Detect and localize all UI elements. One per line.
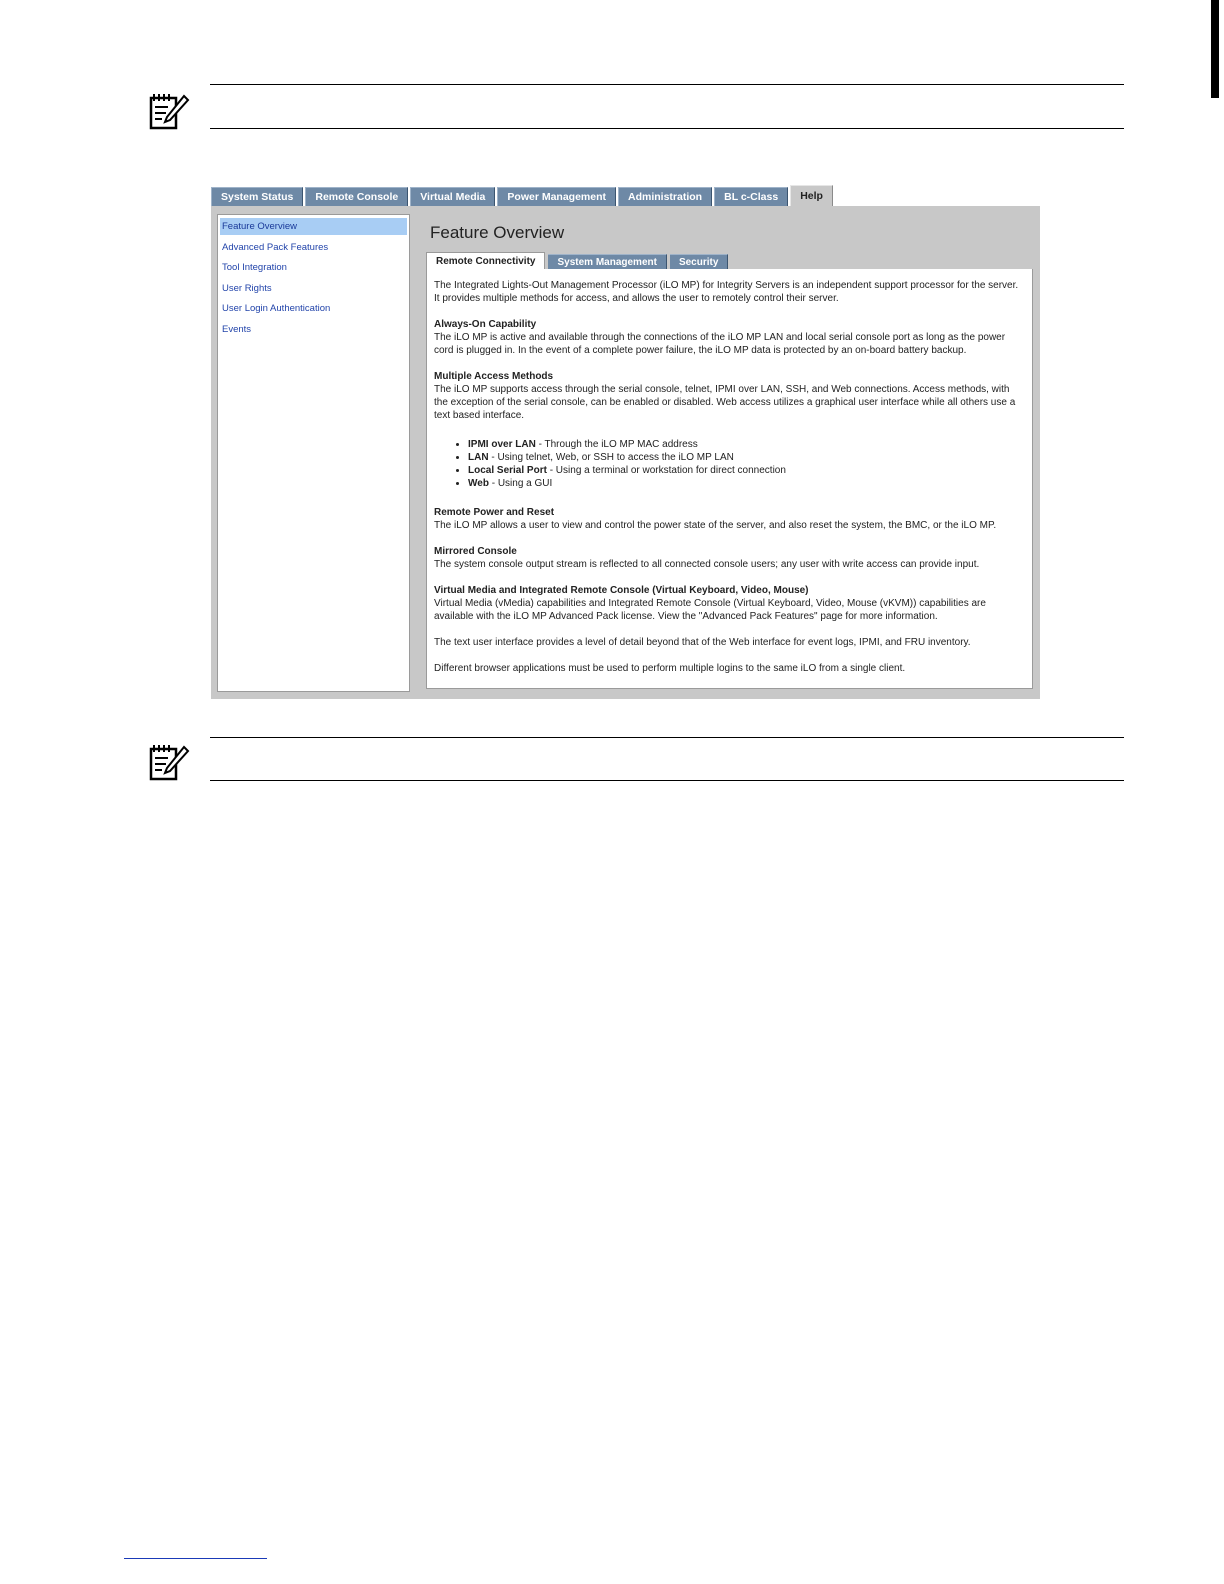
section-heading: Virtual Media and Integrated Remote Console (Virtual Keyboard, Video, Mouse)	[434, 585, 809, 596]
bullet-term: IPMI over LAN	[468, 439, 536, 450]
bullet-term: Web	[468, 478, 489, 489]
tab-help[interactable]: Help	[790, 185, 833, 206]
ilo-help-screenshot	[211, 185, 1040, 699]
power-reset-section	[434, 506, 1024, 532]
bullet-desc: - Through the iLO MP MAC address	[535, 439, 698, 450]
bullet-desc: - Using a terminal or workstation for direct connection	[546, 465, 786, 476]
note-top-rule	[210, 737, 1124, 738]
tab-bl-c-class[interactable]: BL c-Class	[714, 187, 788, 206]
mirrored-console-section	[434, 545, 1024, 571]
always-on-section	[434, 318, 1024, 357]
section-heading: Always-On Capability	[434, 319, 537, 330]
bullet-desc: - Using a GUI	[488, 478, 553, 489]
bullet-desc: - Using telnet, Web, or SSH to access the iLO MP LAN	[488, 452, 734, 463]
page-edge-bar	[1211, 0, 1219, 98]
tab-remote-connectivity[interactable]: Remote Connectivity	[426, 252, 545, 270]
list-item	[468, 464, 1024, 477]
sidebar-item-advanced-pack-features[interactable]: Advanced Pack Features	[222, 241, 329, 253]
section-text: The system console output stream is reflected to all connected console users; any user with write access can provide input.	[434, 559, 980, 570]
note-bottom-rule	[210, 128, 1124, 129]
help-content	[427, 269, 1032, 675]
content-box	[426, 269, 1033, 689]
main-panel	[421, 206, 1040, 699]
list-item	[468, 438, 1024, 451]
tab-system-status[interactable]: System Status	[211, 187, 303, 206]
footnote-rule	[124, 1558, 267, 1559]
section-heading: Mirrored Console	[434, 546, 517, 557]
page-title: Feature Overview	[430, 223, 565, 242]
sidebar-item-user-login-authentication[interactable]: User Login Authentication	[222, 303, 331, 314]
tab-security[interactable]: Security	[670, 254, 728, 270]
top-tab-bar	[211, 185, 835, 206]
sidebar-item-tool-integration[interactable]: Tool Integration	[222, 262, 287, 273]
bullet-term: Local Serial Port	[468, 465, 547, 476]
bullet-term: LAN	[468, 452, 489, 463]
list-item	[468, 451, 1024, 464]
list-item	[468, 477, 1024, 490]
tab-remote-console[interactable]: Remote Console	[305, 187, 408, 206]
tab-system-management[interactable]: System Management	[548, 254, 666, 270]
sidebar-item-events[interactable]: Events	[222, 323, 252, 335]
tab-virtual-media[interactable]: Virtual Media	[410, 187, 495, 206]
help-sidebar	[217, 214, 410, 692]
sidebar-item-feature-overview[interactable]: Feature Overview	[220, 218, 407, 235]
virtual-media-section	[434, 584, 1024, 623]
tab-administration[interactable]: Administration	[618, 187, 712, 206]
section-text: The iLO MP allows a user to view and control the power state of the server, and also reset the system, the BMC, or the iLO MP.	[434, 520, 997, 531]
sub-tab-bar	[426, 252, 731, 269]
note-top-rule	[210, 84, 1124, 85]
section-text: The iLO MP is active and available through the connections of the iLO MP LAN and local serial console port as long as the power cord is plugged in. In the event of a complete power failure, the iLO MP data is protected by an on-board battery backup.	[434, 332, 1006, 356]
section-text: Virtual Media (vMedia) capabilities and Integrated Remote Console (Virtual Keyboard, Video, Mouse (vKVM)) capabilities are available with the iLO MP Advanced Pack license. View the "Advanced Pack Features" page for more information.	[434, 598, 986, 622]
section-text: The iLO MP supports access through the serial console, telnet, IPMI over LAN, SSH, and Web connections. Access methods, with the exception of the serial console, can be enabled or disabled. Web access utilizes a graphical user interface while all others use a text based interface.	[434, 384, 1016, 421]
tab-body	[211, 206, 1040, 699]
access-methods-list	[434, 438, 1024, 490]
note-pencil-icon	[148, 743, 190, 783]
sidebar-item-user-rights[interactable]: User Rights	[222, 282, 272, 294]
section-heading: Remote Power and Reset	[434, 507, 555, 518]
tab-power-management[interactable]: Power Management	[497, 187, 616, 206]
note-pencil-icon	[148, 92, 190, 132]
intro-text: The Integrated Lights-Out Management Processor (iLO MP) for Integrity Servers is an independent support processor for the server. It provides multiple methods for access, and allows the user to remotely control their server.	[434, 280, 1019, 304]
browser-note: Different browser applications must be used to perform multiple logins to the same iLO from a single client.	[434, 663, 906, 674]
access-methods-section	[434, 370, 1024, 422]
note-bottom-rule	[210, 780, 1124, 781]
text-ui-note: The text user interface provides a level of detail beyond that of the Web interface for event logs, IPMI, and FRU inventory.	[434, 637, 971, 648]
section-heading: Multiple Access Methods	[434, 371, 554, 382]
